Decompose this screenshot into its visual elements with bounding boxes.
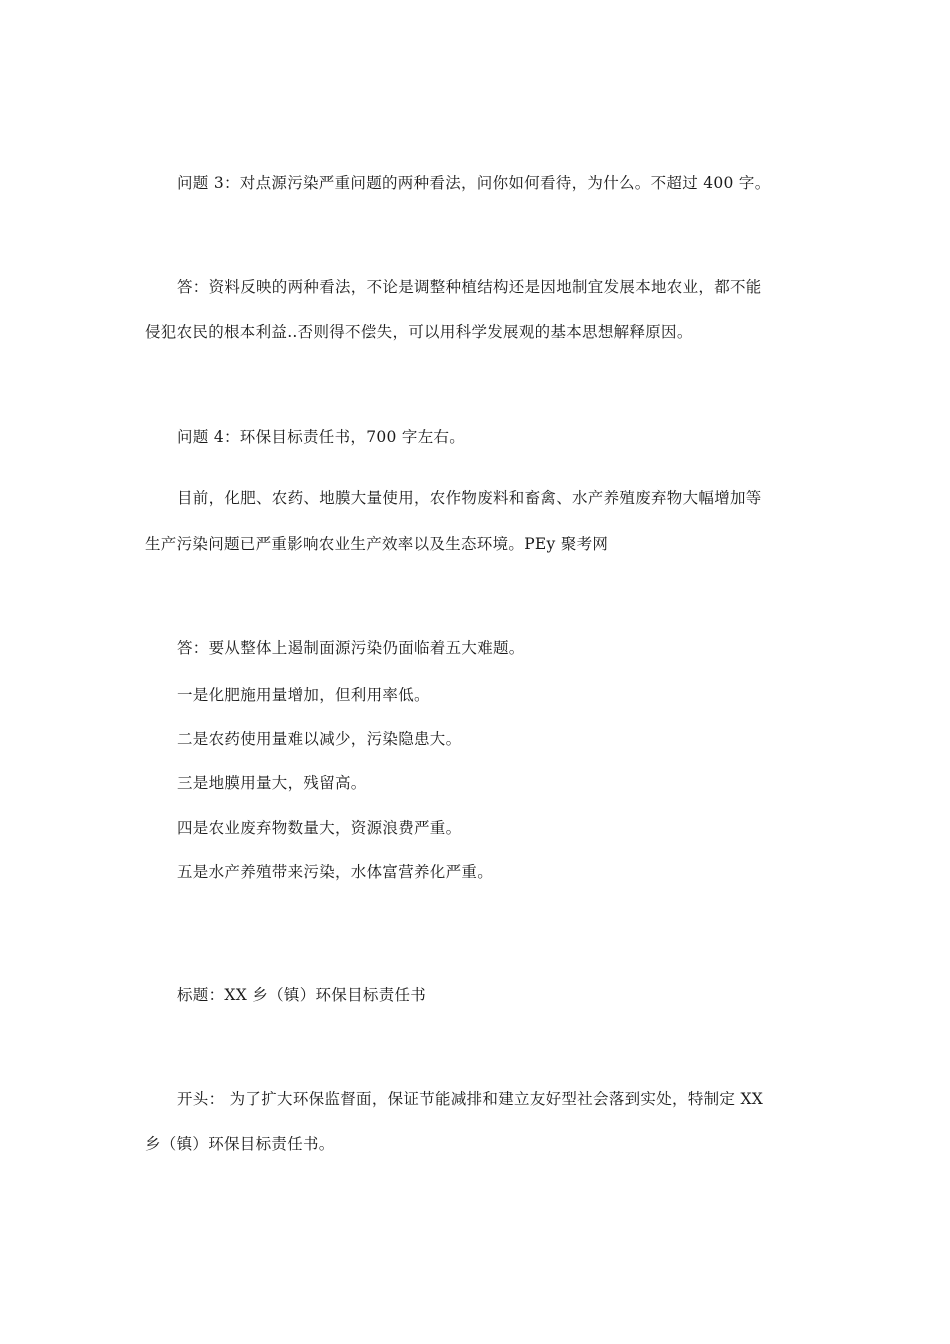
- answer-3-line-1: 答：资料反映的两种看法，不论是调整种植结构还是因地制宜发展本地农业，都不能: [177, 278, 762, 296]
- document-title-line: 标题：XX 乡（镇）环保目标责任书: [177, 986, 427, 1004]
- answer-4-point-5: 五是水产养殖带来污染，水体富营养化严重。: [177, 863, 494, 881]
- opening-line-2: 乡（镇）环保目标责任书。: [145, 1135, 335, 1153]
- context-line-1: 目前，化肥、农药、地膜大量使用，农作物废料和畜禽、水产养殖废弃物大幅增加等: [177, 489, 762, 507]
- opening-line-1: 开头： 为了扩大环保监督面，保证节能减排和建立友好型社会落到实处，特制定 XX: [177, 1090, 764, 1108]
- answer-4-point-4: 四是农业废弃物数量大，资源浪费严重。: [177, 819, 462, 837]
- answer-3-line-2: 侵犯农民的根本利益..否则得不偿失，可以用科学发展观的基本思想解释原因。: [145, 323, 693, 341]
- answer-4-point-2: 二是农药使用量难以减少，污染隐患大。: [177, 730, 462, 748]
- question-3: 问题 3：对点源污染严重问题的两种看法，问你如何看待，为什么。不超过 400 字。: [177, 174, 771, 192]
- answer-4-point-3: 三是地膜用量大，残留高。: [177, 774, 367, 792]
- question-4: 问题 4：环保目标责任书，700 字左右。: [177, 428, 466, 446]
- answer-4-intro: 答：要从整体上遏制面源污染仍面临着五大难题。: [177, 639, 525, 657]
- context-line-2: 生产污染问题已严重影响农业生产效率以及生态环境。PEy 聚考网: [145, 535, 609, 553]
- answer-4-point-1: 一是化肥施用量增加，但利用率低。: [177, 686, 430, 704]
